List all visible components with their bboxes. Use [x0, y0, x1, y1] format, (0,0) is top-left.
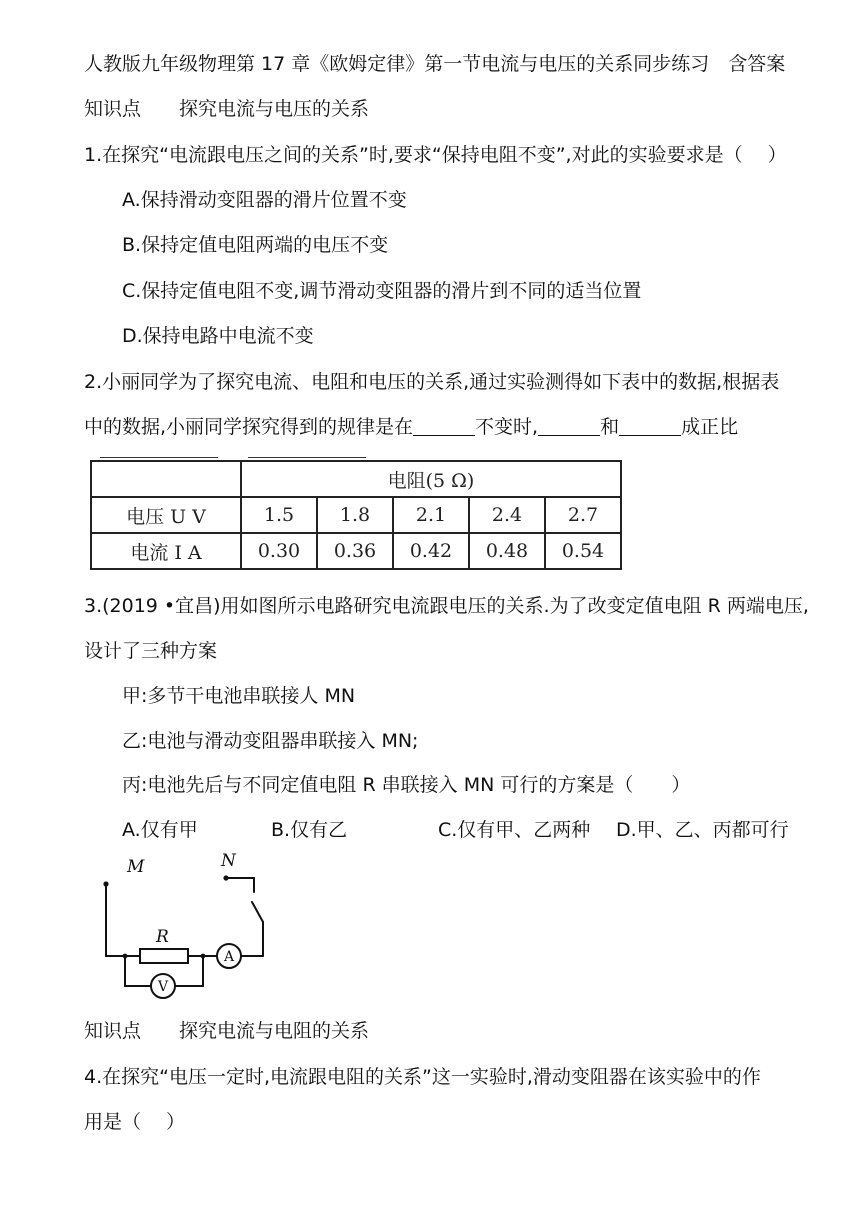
question-2-line-1: 2.小丽同学为了探究电流、电阻和电压的关系,通过实验测得如下表中的数据,根据表: [84, 371, 780, 393]
answer-blank-2: [538, 416, 600, 436]
table-cell-voltage: 2.4: [469, 497, 545, 533]
circuit-label-m: M: [127, 857, 145, 877]
circuit-label-r: R: [156, 927, 169, 947]
table-cell-voltage: 1.8: [317, 497, 393, 533]
table-cell-voltage: 2.7: [545, 497, 621, 533]
table-cell-current: 0.42: [393, 533, 469, 569]
junction-dot: [123, 954, 128, 959]
terminal-m-dot: [103, 881, 108, 886]
section-heading-voltage: 知识点 探究电流与电压的关系: [84, 98, 370, 120]
question-1-option-c: C.保持定值电阻不变,调节滑动变阻器的滑片到不同的适当位置: [122, 280, 642, 302]
table-cell-current: 0.30: [241, 533, 317, 569]
question-2-text-d: 成正比: [681, 416, 739, 438]
scan-mark-line: [248, 457, 366, 458]
section-heading-resistance: 知识点 探究电流与电阻的关系: [84, 1020, 370, 1042]
data-table: [90, 460, 622, 570]
question-3-option-d: D.甲、乙、丙都可行: [616, 819, 789, 841]
table-cell-current: 0.48: [469, 533, 545, 569]
question-2-line-2: [84, 415, 738, 439]
switch-blade: [252, 902, 263, 922]
answer-blank-3: [619, 416, 681, 436]
question-3-line-1: 3.(2019 •宜昌)用如图所示电路研究电流跟电压的关系.为了改变定值电阻 R 两端电压,: [84, 595, 809, 617]
terminal-n-dot: [223, 875, 228, 880]
table-row-label-current: 电流 I A: [91, 533, 241, 569]
table-row-label-voltage: 电压 U V: [91, 497, 241, 533]
scan-mark-line: [100, 457, 218, 458]
question-1-option-d: D.保持电路中电流不变: [122, 325, 314, 347]
question-3-line-2: 设计了三种方案: [84, 640, 218, 662]
question-3-option-c: C.仅有甲、乙两种: [438, 819, 591, 841]
table-cell-voltage: 1.5: [241, 497, 317, 533]
question-4-line-2: 用是（ ）: [84, 1111, 186, 1133]
table-cell-current: 0.54: [545, 533, 621, 569]
question-3-plan-bing: 丙:电池先后与不同定值电阻 R 串联接入 MN 可行的方案是（ ）: [122, 774, 691, 796]
question-2-text-c: 和: [600, 416, 620, 438]
question-1-option-b: B.保持定值电阻两端的电压不变: [122, 234, 389, 256]
table-header-resistance: 电阻(5 Ω): [241, 461, 621, 497]
question-4-line-1: 4.在探究“电压一定时,电流跟电阻的关系”这一实验时,滑动变阻器在该实验中的作: [84, 1066, 761, 1088]
question-2-text-b: 不变时,: [475, 416, 539, 438]
question-3-plan-yi: 乙:电池与滑动变阻器串联接入 MN;: [122, 730, 419, 752]
question-3-option-a: A.仅有甲: [122, 819, 198, 841]
circuit-label-n: N: [221, 852, 236, 871]
voltmeter-label: V: [157, 979, 169, 995]
circuit-diagram: [95, 852, 275, 1002]
resistor-symbol: [140, 949, 188, 963]
question-1-option-a: A.保持滑动变阻器的滑片位置不变: [122, 189, 407, 211]
question-3-option-b: B.仅有乙: [271, 819, 348, 841]
question-2-text-a: 中的数据,小丽同学探究得到的规律是在: [84, 416, 414, 438]
question-1-stem: 1.在探究“电流跟电压之间的关系”时,要求“保持电阻不变”,对此的实验要求是（ ）: [84, 144, 787, 166]
junction-dot: [201, 954, 206, 959]
table-corner-cell: [91, 461, 241, 497]
table-cell-current: 0.36: [317, 533, 393, 569]
table-cell-voltage: 2.1: [393, 497, 469, 533]
document-title: 人教版九年级物理第 17 章《欧姆定律》第一节电流与电压的关系同步练习 含答案: [84, 53, 786, 75]
question-3-plan-jia: 甲:多节干电池串联接人 MN: [122, 685, 356, 707]
answer-blank-1: [413, 416, 475, 436]
ammeter-label: A: [223, 949, 235, 965]
